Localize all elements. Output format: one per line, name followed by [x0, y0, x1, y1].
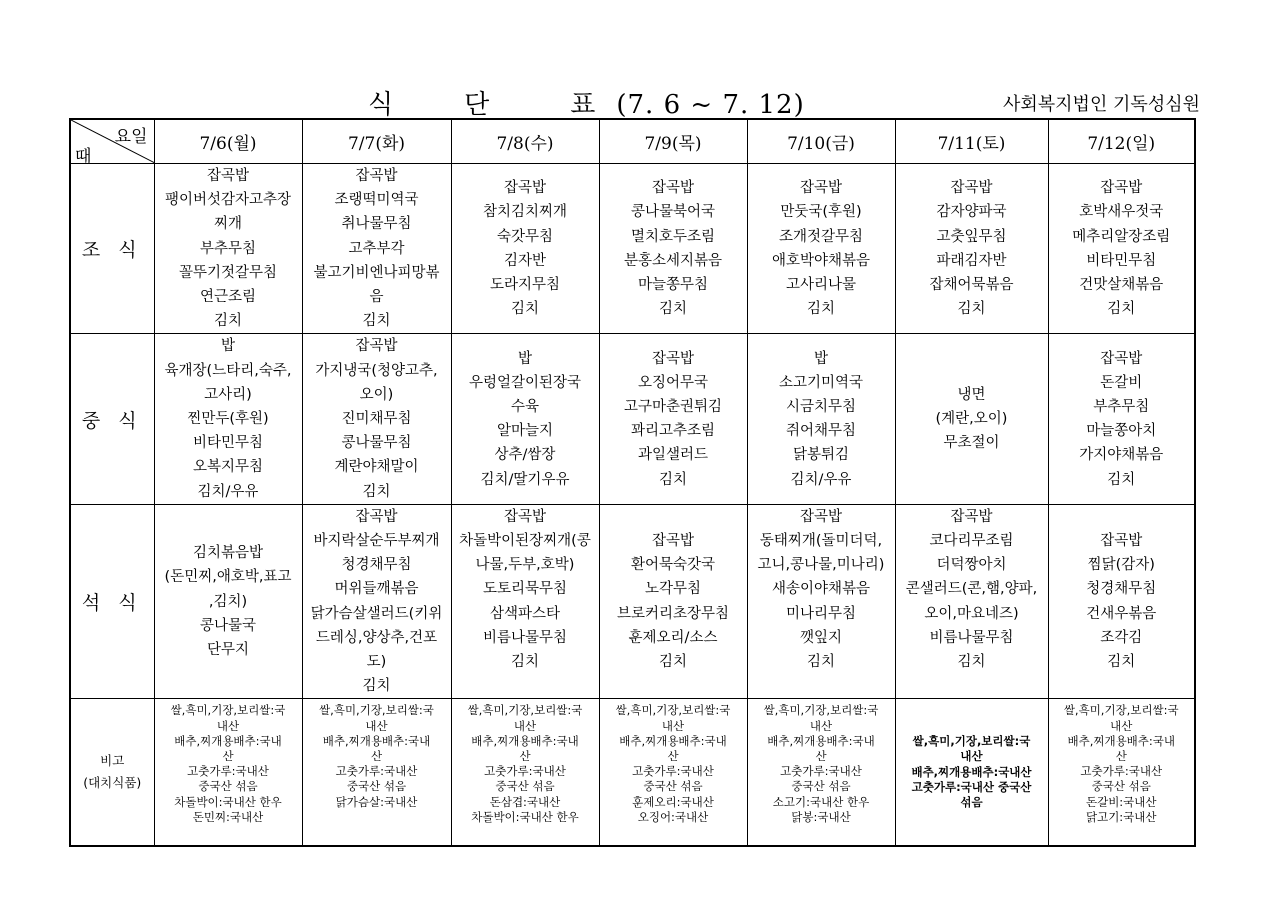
menu-item: 김치	[806, 654, 835, 671]
menu-item: 비름나물무침	[482, 629, 568, 646]
menu-item: 잡채어묵볶음	[929, 276, 1014, 293]
menu-item: 찌개	[213, 216, 242, 233]
menu-cell	[895, 334, 1048, 504]
notes-line: 고춧가루:국내산	[187, 764, 269, 779]
menu-item: 시금치무침	[785, 398, 857, 415]
menu-item: 미나리무침	[785, 605, 857, 622]
menu-cell	[1048, 164, 1195, 334]
organization-name: 사회복지법인 기독성심원	[1003, 94, 1200, 115]
menu-item: (계란,오이)	[935, 411, 1008, 428]
day-header: 7/7(화)	[302, 119, 451, 164]
menu-item: 무초절이	[943, 435, 1000, 452]
menu-item: 드레싱,양상추,건포	[315, 629, 438, 646]
notes-label	[70, 699, 154, 846]
menu-item: 잡곡밥	[799, 180, 843, 197]
menu-item: 건맛살채볶음	[1079, 276, 1164, 293]
notes-line: 배추,찌개용배추:국내	[767, 733, 875, 748]
menu-item: 잡곡밥	[503, 180, 547, 197]
notes-line: 중국산 섞음	[791, 779, 851, 794]
menu-cell	[747, 334, 895, 504]
menu-item: 김치	[658, 471, 687, 488]
menu-cell	[154, 504, 302, 699]
menu-cell	[747, 504, 895, 699]
day-header: 7/9(목)	[599, 119, 747, 164]
menu-item: 김치	[806, 301, 835, 318]
menu-item: 고춧잎무침	[936, 228, 1007, 245]
menu-item: 김치	[957, 301, 986, 318]
menu-item: 잡곡밥	[1100, 350, 1143, 367]
menu-item: 팽이버섯감자고추장	[164, 192, 292, 209]
menu-item: 조랭떡미역국	[334, 192, 419, 209]
menu-cell	[451, 504, 599, 699]
menu-item: 가지냉국(청양고추,	[315, 362, 438, 379]
notes-label-line: 비고	[100, 753, 125, 769]
menu-cell	[747, 164, 895, 334]
menu-cell	[895, 504, 1048, 699]
menu-item: 찜닭(감자)	[1087, 557, 1155, 574]
notes-line: 고춧가루:국내산	[1080, 764, 1163, 779]
notes-line: 쌀,흑미,기장,보리쌀:국	[763, 703, 879, 718]
menu-item: 비타민무침	[1086, 252, 1157, 269]
menu-item: 김치	[362, 483, 391, 500]
menu-item: 잡곡밥	[503, 508, 547, 525]
menu-item: 오복지무침	[192, 459, 264, 476]
menu-item: 김치	[1107, 301, 1136, 318]
notes-line: 돈갈비:국내산	[1085, 794, 1157, 809]
menu-item: 불고기비엔나피망볶	[313, 264, 440, 281]
menu-item: 메추리알장조림	[1072, 228, 1171, 245]
notes-line: 고춧가루:국내산	[780, 764, 862, 779]
menu-item: 고니,콩나물,미나리)	[757, 557, 885, 574]
page-title	[368, 84, 805, 121]
notes-line: 쌀,흑미,기장,보리쌀:국	[467, 703, 583, 718]
header-yoil-label: 요일	[114, 127, 148, 147]
menu-item: 김치	[658, 301, 687, 318]
notes-line: 닭봉:국내산	[791, 809, 851, 824]
menu-item: 음	[369, 289, 384, 306]
menu-item: 잡곡밥	[799, 508, 843, 525]
menu-item: 김치	[957, 654, 986, 671]
menu-item: 비타민무침	[192, 435, 264, 452]
menu-item: 오이,마요네즈)	[924, 605, 1019, 622]
notes-line: 오징어:국내산	[637, 809, 709, 824]
menu-item: 취나물무침	[341, 216, 412, 233]
menu-item: 가지야채볶음	[1079, 447, 1164, 464]
menu-item: 밥	[813, 350, 828, 367]
notes-cell	[747, 699, 895, 846]
day-header: 7/10(금)	[747, 119, 895, 164]
menu-item: 김치/딸기우유	[480, 471, 570, 488]
menu-item: 만둣국(후원)	[780, 204, 862, 221]
notes-line: 쌀,흑미,기장,보리쌀:국	[319, 703, 434, 718]
notes-line: 쌀,흑미,기장,보리쌀:국	[912, 734, 1031, 749]
menu-item: 잡곡밥	[651, 350, 695, 367]
menu-item: 코다리무조림	[929, 533, 1014, 550]
menu-item: 마늘쫑아치	[1086, 423, 1157, 440]
menu-item: 닭봉튀김	[792, 447, 850, 464]
notes-line: 배추,찌개용배추:국내	[174, 733, 282, 748]
notes-line: 배추,찌개용배추:국내	[322, 733, 431, 748]
notes-line: 중국산 섞음	[643, 779, 703, 794]
notes-line: 배추,찌개용배추:국내	[619, 733, 727, 748]
menu-item: 노각무침	[644, 581, 702, 598]
meal-row	[70, 164, 1195, 334]
menu-item: 잡곡밥	[355, 168, 398, 184]
day-header: 7/8(수)	[451, 119, 599, 164]
notes-line: 섞음	[960, 795, 983, 810]
menu-item: 상추/쌈장	[494, 447, 556, 464]
menu-item: 호박새우젓국	[1079, 204, 1164, 221]
menu-item: 참치김치찌개	[482, 204, 568, 221]
menu-item: 돈갈비	[1100, 374, 1143, 391]
menu-item: 환어묵숙갓국	[630, 557, 716, 574]
notes-line: 차돌박이:국내산 한우	[471, 809, 579, 824]
menu-item: 부추무침	[199, 240, 257, 257]
menu-cell	[895, 164, 1048, 334]
menu-item: 꼴뚜기젓갈무침	[178, 264, 278, 281]
notes-cell	[599, 699, 747, 846]
menu-cell	[302, 334, 451, 504]
menu-cell	[1048, 334, 1195, 504]
menu-item: 조각김	[1100, 629, 1143, 646]
menu-cell	[302, 164, 451, 334]
day-header: 7/12(일)	[1048, 119, 1195, 164]
notes-line: 내산	[365, 718, 388, 733]
menu-item: 머위들깨볶음	[334, 581, 419, 598]
notes-line: 소고기:국내산 한우	[772, 794, 870, 809]
meal-label: 석 식	[70, 504, 154, 699]
menu-item: 계란야채말이	[334, 459, 419, 476]
menu-item: 김자반	[503, 252, 547, 269]
menu-item: 삼색파스타	[489, 605, 561, 622]
menu-item: 잡곡밥	[950, 180, 993, 197]
menu-item: 멸치호두조림	[630, 228, 716, 245]
menu-item: 냉면	[957, 386, 986, 403]
notes-line: 쌀,흑미,기장,보리쌀:국	[1063, 703, 1179, 718]
menu-item: 콩나물국	[199, 617, 257, 634]
menu-cell	[451, 334, 599, 504]
day-header: 7/6(월)	[154, 119, 302, 164]
menu-item: 육개장(느타리,숙주,	[164, 362, 292, 379]
notes-line: 중국산 섞음	[198, 779, 258, 794]
notes-line: 배추,찌개용배추:국내	[471, 733, 579, 748]
menu-item: 김치/우유	[790, 471, 852, 488]
menu-item: 콘샐러드(콘,햄,양파,	[905, 581, 1038, 598]
menu-item: ,김치)	[208, 593, 248, 610]
header-ttae-label: 때	[75, 147, 92, 167]
menu-item: 과일샐러드	[637, 447, 709, 464]
notes-line: 쌀,흑미,기장,보리쌀:국	[170, 703, 286, 718]
menu-item: 김치	[362, 678, 391, 695]
menu-item: 닭가슴살샐러드(키위	[310, 605, 443, 622]
menu-item: 깻잎지	[799, 629, 843, 646]
menu-item: 수육	[510, 398, 539, 415]
notes-line: 배추,찌개용배추:국내산	[911, 764, 1032, 779]
meal-row	[70, 334, 1195, 504]
menu-item: 고추부각	[348, 240, 405, 257]
menu-item: 잡곡밥	[1100, 533, 1143, 550]
notes-line: 쌀,흑미,기장,보리쌀:국	[615, 703, 731, 718]
menu-item: 오이)	[359, 386, 394, 403]
notes-row	[70, 699, 1195, 846]
notes-line: 산	[519, 749, 531, 764]
menu-item: 감자양파국	[936, 204, 1007, 221]
notes-line: 고춧가루:국내산	[632, 764, 714, 779]
menu-item: 잡곡밥	[355, 338, 398, 355]
notes-line: 훈제오리:국내산	[632, 794, 714, 809]
menu-cell	[1048, 504, 1195, 699]
notes-line: 중국산 섞음	[346, 779, 407, 794]
notes-line: 산	[370, 749, 383, 764]
notes-line: 고춧가루:국내산 중국산	[911, 779, 1032, 794]
menu-cell	[599, 504, 747, 699]
notes-line: 산	[815, 749, 827, 764]
menu-item: 차돌박이된장찌개(콩	[459, 533, 591, 550]
menu-cell	[451, 164, 599, 334]
menu-item: 김치볶음밥	[192, 545, 264, 562]
notes-line: 차돌박이:국내산 한우	[174, 794, 282, 809]
menu-cell	[154, 164, 302, 334]
menu-item: 쥐어채무침	[785, 423, 857, 440]
notes-line: 닭가슴살:국내산	[335, 794, 418, 809]
menu-cell	[154, 334, 302, 504]
menu-item: 밥	[517, 350, 532, 367]
menu-item: 연근조림	[199, 289, 257, 306]
corner-header-cell	[70, 119, 154, 167]
notes-line: 산	[667, 749, 679, 764]
meal-row	[70, 504, 1195, 699]
notes-line: 내산	[513, 718, 537, 733]
notes-cell	[302, 699, 451, 846]
menu-item: 파래김자반	[936, 252, 1007, 269]
menu-item: 애호박야채볶음	[771, 252, 871, 269]
menu-item: 잡곡밥	[651, 533, 695, 550]
menu-item: 콩나물북어국	[630, 204, 716, 221]
menu-item: 김치	[1107, 654, 1136, 671]
menu-item: 숙갓무침	[496, 228, 554, 245]
menu-item: 고사리)	[204, 386, 252, 403]
notes-line: 고춧가루:국내산	[335, 764, 418, 779]
menu-item: 브로커리초장무침	[616, 605, 730, 622]
menu-item: 훈제오리/소스	[628, 629, 718, 646]
notes-cell	[451, 699, 599, 846]
notes-line: 내산	[960, 749, 983, 764]
title-char-3: 표	[570, 90, 597, 120]
title-date-range: (7. 6 ~ 7. 12)	[616, 90, 805, 120]
menu-item: 동태찌개(돌미더덕,	[759, 533, 883, 550]
menu-item: 김치	[510, 301, 539, 318]
notes-line: 중국산 섞음	[1091, 779, 1151, 794]
menu-item: 진미채무침	[341, 411, 412, 428]
menu-cell	[599, 334, 747, 504]
notes-line: 내산	[809, 718, 833, 733]
menu-item: 콩나물무침	[341, 435, 412, 452]
notes-line: 고춧가루:국내산	[484, 764, 566, 779]
menu-item: 분홍소세지볶음	[623, 252, 723, 269]
menu-item: 오징어무국	[637, 374, 709, 391]
menu-cell	[599, 164, 747, 334]
menu-item: 고구마춘권튀김	[623, 398, 723, 415]
notes-label-line: (대치식품)	[83, 775, 142, 791]
notes-line: 내산	[1110, 718, 1133, 733]
menu-item: 나물,두부,호박)	[475, 557, 575, 574]
menu-item: 김치	[510, 654, 539, 671]
menu-item: 더덕짱아치	[936, 557, 1007, 574]
menu-item: 소고기미역국	[778, 374, 864, 391]
menu-item: 김치	[362, 313, 391, 330]
day-header: 7/11(토)	[895, 119, 1048, 164]
menu-item: 김치	[658, 654, 687, 671]
notes-cell	[895, 699, 1048, 846]
notes-cell	[154, 699, 302, 846]
menu-item: 도)	[366, 654, 387, 671]
header-row	[70, 119, 1195, 164]
menu-item: 밥	[220, 338, 235, 355]
menu-item: 마늘쫑무침	[637, 276, 709, 293]
menu-item: 김치/우유	[197, 483, 259, 500]
menu-table	[69, 118, 1196, 847]
notes-line: 내산	[216, 718, 240, 733]
notes-line: 산	[222, 749, 234, 764]
menu-item: 단무지	[206, 641, 250, 658]
title-char-1: 식	[368, 90, 395, 120]
menu-item: 비름나물무침	[929, 629, 1014, 646]
notes-cell	[1048, 699, 1195, 846]
menu-item: 잡곡밥	[355, 508, 398, 525]
menu-item: 고사리나물	[785, 276, 857, 293]
menu-item: 잡곡밥	[950, 508, 993, 525]
menu-item: 새송이야채볶음	[771, 581, 871, 598]
meal-label: 중 식	[70, 334, 154, 504]
title-char-2: 단	[464, 90, 491, 120]
notes-line: 산	[1115, 749, 1127, 764]
menu-item: 알마늘지	[496, 423, 554, 440]
menu-item: 바지락살순두부찌개	[313, 533, 440, 550]
notes-line: 배추,찌개용배추:국내	[1067, 733, 1175, 748]
menu-item: 청경채무침	[341, 557, 412, 574]
menu-item: (돈민찌,애호박,표고	[164, 569, 292, 586]
menu-item: 건새우볶음	[1086, 605, 1157, 622]
menu-cell	[302, 504, 451, 699]
notes-line: 내산	[661, 718, 685, 733]
menu-item: 잡곡밥	[206, 168, 250, 184]
notes-line: 중국산 섞음	[495, 779, 555, 794]
meal-label: 조 식	[70, 164, 154, 334]
notes-line: 돈삼겹:국내산	[489, 794, 561, 809]
notes-line: 닭고기:국내산	[1085, 809, 1157, 824]
menu-item: 잡곡밥	[1100, 180, 1143, 197]
menu-item: 잡곡밥	[651, 180, 695, 197]
menu-item: 김치	[213, 313, 242, 330]
menu-item: 청경채무침	[1086, 581, 1157, 598]
menu-item: 김치	[1107, 471, 1136, 488]
menu-item: 조개젓갈무침	[778, 228, 864, 245]
menu-item: 찐만두(후원)	[187, 411, 269, 428]
menu-item: 도토리묵무침	[482, 581, 568, 598]
notes-line: 돈민찌:국내산	[192, 809, 264, 824]
menu-item: 도라지무침	[489, 276, 561, 293]
menu-item: 부추무침	[1093, 398, 1150, 415]
menu-item: 꽈리고추조림	[630, 423, 716, 440]
menu-item: 우렁얼갈이된장국	[468, 374, 582, 391]
